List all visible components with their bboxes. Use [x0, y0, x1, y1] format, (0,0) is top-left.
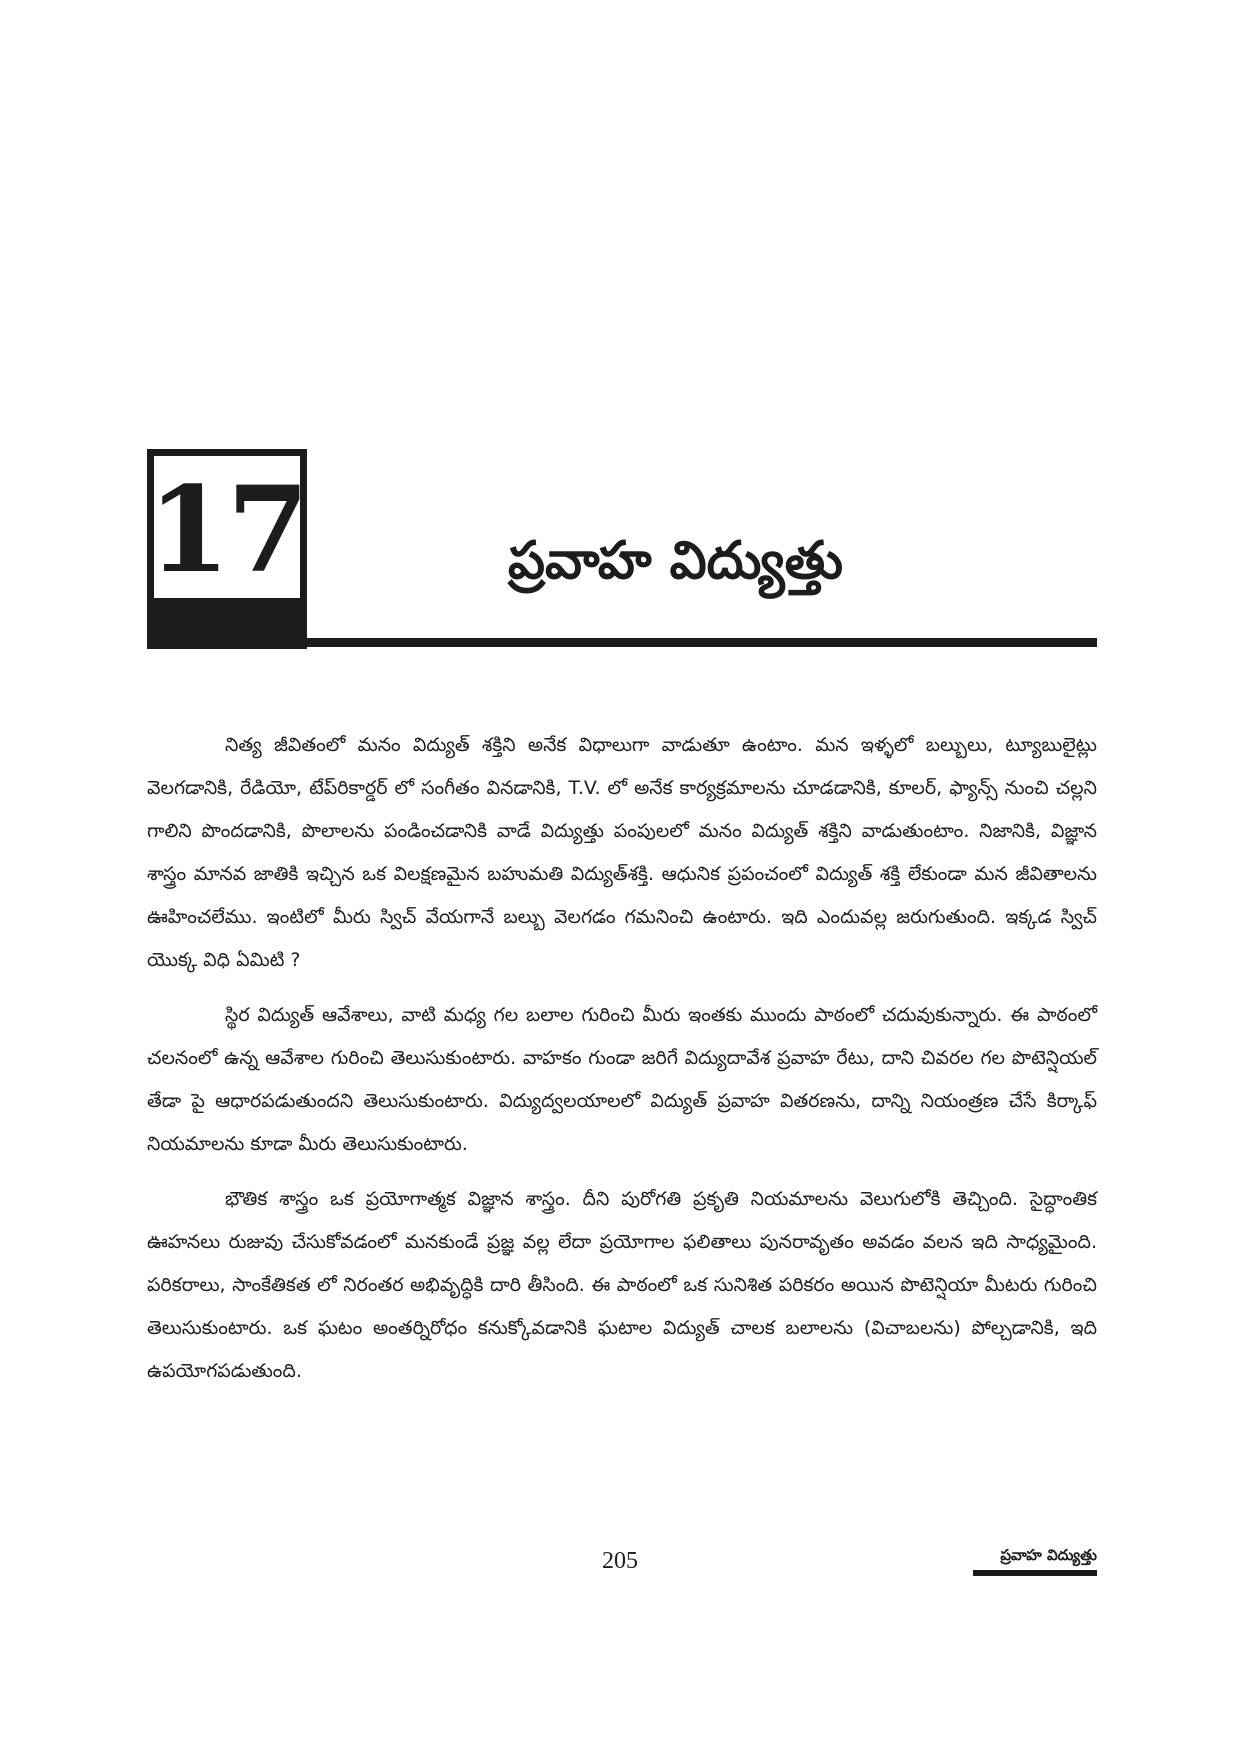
chapter-number-box [147, 449, 307, 649]
page-number: 205 [602, 1548, 638, 1574]
running-footer [973, 1542, 1097, 1576]
intro-paragraph-1: నిత్య జీవితంలో మనం విద్యుత్ శక్తిని అనేక విధాలుగా వాడుతూ ఉంటాం. మన ఇళ్ళలో బల్బులు, ట్యూబులైట్లు వెలగడానికి, రేడియో, టేప్‌రికార్డర్ లో సంగీతం వినడానికి, T.V. లో అనేక కార్యక్రమాలను చూడడానికి, కూలర్, ఫ్యాన్స్ నుంచి చల్లని గాలిని పొందడానికి, పొలాలను పండించడానికి వాడే విద్యుత్తు పంపులలో మనం విద్యుత్ శక్తిని వాడుతుంటాం. నిజానికి, విజ్ఞాన శాస్త్రం మానవ జాతికి ఇచ్చిన ఒక విలక్షణమైన బహుమతి విద్యుత్‌శక్తి. ఆధునిక ప్రపంచంలో విద్యుత్ శక్తి లేకుండా మన జీవితాలను ఊహించలేము. ఇంటిలో మీరు స్విచ్ వేయగానే బల్బు వెలగడం గమనించి ఉంటారు. ఇది ఎందువల్ల జరుగుతుంది. ఇక్కడ స్విచ్ యొక్క విధి ఏమిటి ? [147, 734, 1097, 971]
intro-paragraph-3: భౌతిక శాస్త్రం ఒక ప్రయోగాత్మక విజ్ఞాన శాస్త్రం. దీని పురోగతి ప్రకృతి నియమాలను వెలుగులోకి తెచ్చింది. సైద్ధాంతిక ఊహనలు రుజువు చేసుకోవడంలో మనకుండే ప్రజ్ఞ వల్ల లేదా ప్రయోగాల ఫలితాలు పునరావృతం అవడం వలన ఇది సాధ్యమైంది. పరికరాలు, సాంకేతికత లో నిరంతర అభివృద్ధికి దారి తీసింది. ఈ పాఠంలో ఒక సునిశిత పరికరం అయిన పొటెన్షియా మీటరు గురించి తెలుసుకుంటారు. ఒక ఘటం అంతర్నిరోధం కనుక్కోవడానికి ఘటాల విద్యుత్ చాలక బలాలను (విచాబలను) పోల్చడానికి, ఇది ఉపయోగపడుతుంది. [147, 1188, 1097, 1382]
intro-paragraph-2: స్థిర విద్యుత్ ఆవేశాలు, వాటి మధ్య గల బలాల గురించి మీరు ఇంతకు ముందు పాఠంలో చదువుకున్నారు. ఈ పాఠంలో చలనంలో ఉన్న ఆవేశాల గురించి తెలుసుకుంటారు. వాహకం గుండా జరిగే విద్యుదావేశ ప్రవాహ రేటు, దాని చివరల గల పొటెన్షియల్ తేడా పై ఆధారపడుతుందని తెలుసుకుంటారు. విద్యుద్వలయాలలో విద్యుత్ ప్రవాహ వితరణను, దాన్ని నియంత్రణ చేసే కిర్కాఫ్ నియమాలను కూడా మీరు తెలుసుకుంటారు. [147, 1004, 1097, 1155]
chapter-number: 17 [147, 460, 307, 599]
chapter-number-frame [147, 456, 307, 599]
chapter-intro [147, 724, 1097, 1405]
header-rule [147, 638, 1097, 647]
chapter-title: ప్రవాహ విద్యుత్తు [508, 531, 844, 591]
running-footer-rule [973, 1570, 1097, 1576]
running-footer-title: ప్రవాహ విద్యుత్తు [1000, 1546, 1097, 1564]
